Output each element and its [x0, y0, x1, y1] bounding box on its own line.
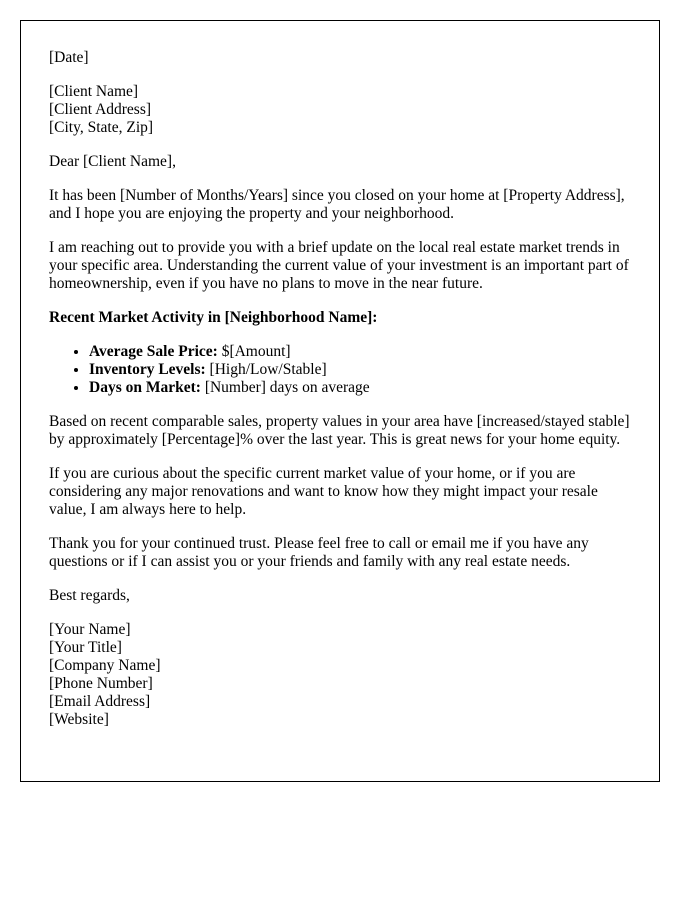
- market-stats-list: [49, 343, 631, 397]
- offer-paragraph: If you are curious about the specific current market value of your home, or if you are considering any major renovations and want to know how they might impact your resale value, I am always here to help.: [49, 465, 598, 518]
- recipient-block: [49, 83, 631, 137]
- letter-document: [20, 20, 660, 782]
- list-item: [89, 343, 631, 361]
- purpose-paragraph: I am reaching out to provide you with a brief update on the local real estate market trends in your specific area. Understanding the current value of your investment is an important part of homeownership, even if you have no plans to move in the near future.: [49, 239, 629, 292]
- signature-website: [Website]: [49, 711, 109, 728]
- list-item: [89, 361, 631, 379]
- inventory-levels-label: Inventory Levels:: [89, 361, 206, 378]
- letter-date: [Date]: [49, 49, 89, 66]
- thanks-paragraph: Thank you for your continued trust. Please feel free to call or email me if you have any questions or if I can assist you or your friends and family with any real estate needs.: [49, 535, 589, 570]
- market-activity-heading: Recent Market Activity in [Neighborhood Name]:: [49, 309, 378, 326]
- list-item: [89, 379, 631, 397]
- property-values-paragraph: Based on recent comparable sales, property values in your area have [increased/stayed stable] by approximately [Percentage]% over the last year. This is great news for your home equity.: [49, 413, 630, 448]
- signature-name: [Your Name]: [49, 621, 131, 638]
- average-sale-price-label: Average Sale Price:: [89, 343, 218, 360]
- days-on-market-value: [Number] days on average: [200, 379, 370, 396]
- signature-title: [Your Title]: [49, 639, 122, 656]
- days-on-market-label: Days on Market:: [89, 379, 201, 396]
- average-sale-price-value: $[Amount]: [217, 343, 291, 360]
- recipient-address: [Client Address]: [49, 101, 152, 118]
- signature-email: [Email Address]: [49, 693, 151, 710]
- signature-phone: [Phone Number]: [49, 675, 153, 692]
- signature-company: [Company Name]: [49, 657, 161, 674]
- recipient-city-state-zip: [City, State, Zip]: [49, 119, 154, 136]
- recipient-name: [Client Name]: [49, 83, 139, 100]
- inventory-levels-value: [High/Low/Stable]: [205, 361, 327, 378]
- salutation: Dear [Client Name],: [49, 153, 176, 170]
- intro-paragraph: It has been [Number of Months/Years] since you closed on your home at [Property Address], and I hope you are enjoying the property and your neighborhood.: [49, 187, 625, 222]
- closing: Best regards,: [49, 587, 130, 604]
- signature-block: [49, 621, 631, 729]
